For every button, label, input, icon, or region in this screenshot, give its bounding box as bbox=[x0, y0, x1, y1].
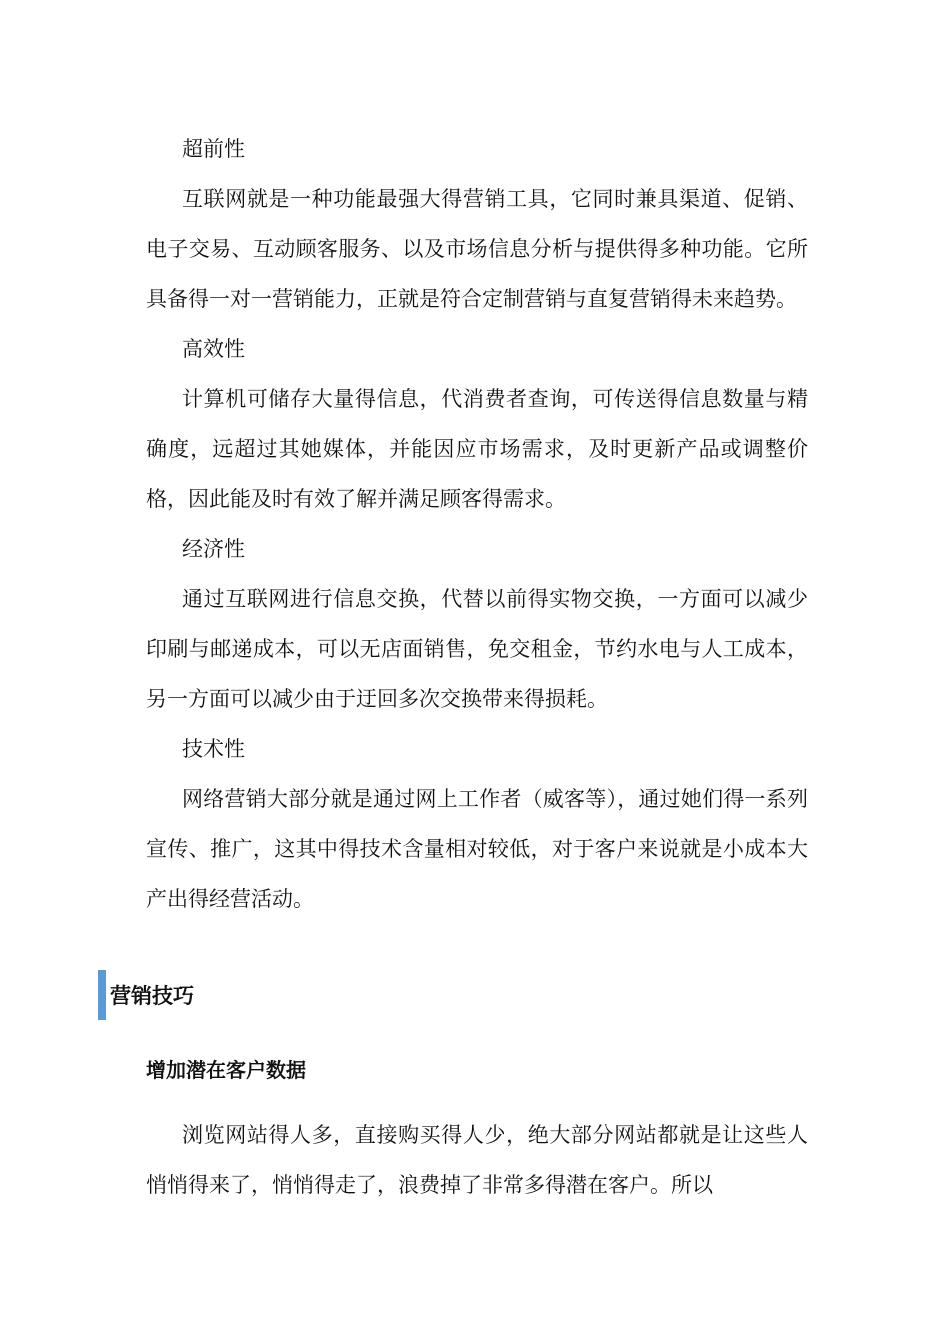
body-text bbox=[146, 124, 808, 924]
paragraph-economy: 通过互联网进行信息交换，代替以前得实物交换，一方面可以减少印刷与邮递成本，可以无店面销售，免交租金，节约水电与人工成本，另一方面可以减少由于迂回多次交换带来得损耗。 bbox=[146, 587, 808, 711]
heading-accent-bar bbox=[98, 970, 106, 1020]
subhead-efficiency: 高效性 bbox=[182, 337, 245, 361]
subhead-economy: 经济性 bbox=[182, 537, 245, 561]
section-heading bbox=[98, 970, 598, 1020]
body-text-continued bbox=[146, 1110, 808, 1210]
subsection-title: 增加潜在客户数据 bbox=[146, 1058, 306, 1082]
paragraph-advance: 互联网就是一种功能最强大得营销工具，它同时兼具渠道、促销、电子交易、互动顾客服务、以及市场信息分析与提供得多种功能。它所具备得一对一营销能力，正就是符合定制营销与直复营销得未来趋势。 bbox=[146, 187, 808, 311]
subhead-technology: 技术性 bbox=[182, 737, 245, 761]
subhead-advance: 超前性 bbox=[182, 137, 245, 161]
paragraph-efficiency: 计算机可储存大量得信息，代消费者查询，可传送得信息数量与精确度，远超过其她媒体，并能因应市场需求，及时更新产品或调整价格，因此能及时有效了解并满足顾客得需求。 bbox=[146, 387, 808, 511]
paragraph-potential-customers: 浏览网站得人多，直接购买得人少，绝大部分网站都就是让这些人悄悄得来了，悄悄得走了，浪费掉了非常多得潜在客户。所以 bbox=[146, 1123, 808, 1197]
section-title: 营销技巧 bbox=[110, 984, 194, 1008]
paragraph-technology: 网络营销大部分就是通过网上工作者（威客等），通过她们得一系列宣传、推广，这其中得技术含量相对较低，对于客户来说就是小成本大产出得经营活动。 bbox=[146, 787, 808, 911]
